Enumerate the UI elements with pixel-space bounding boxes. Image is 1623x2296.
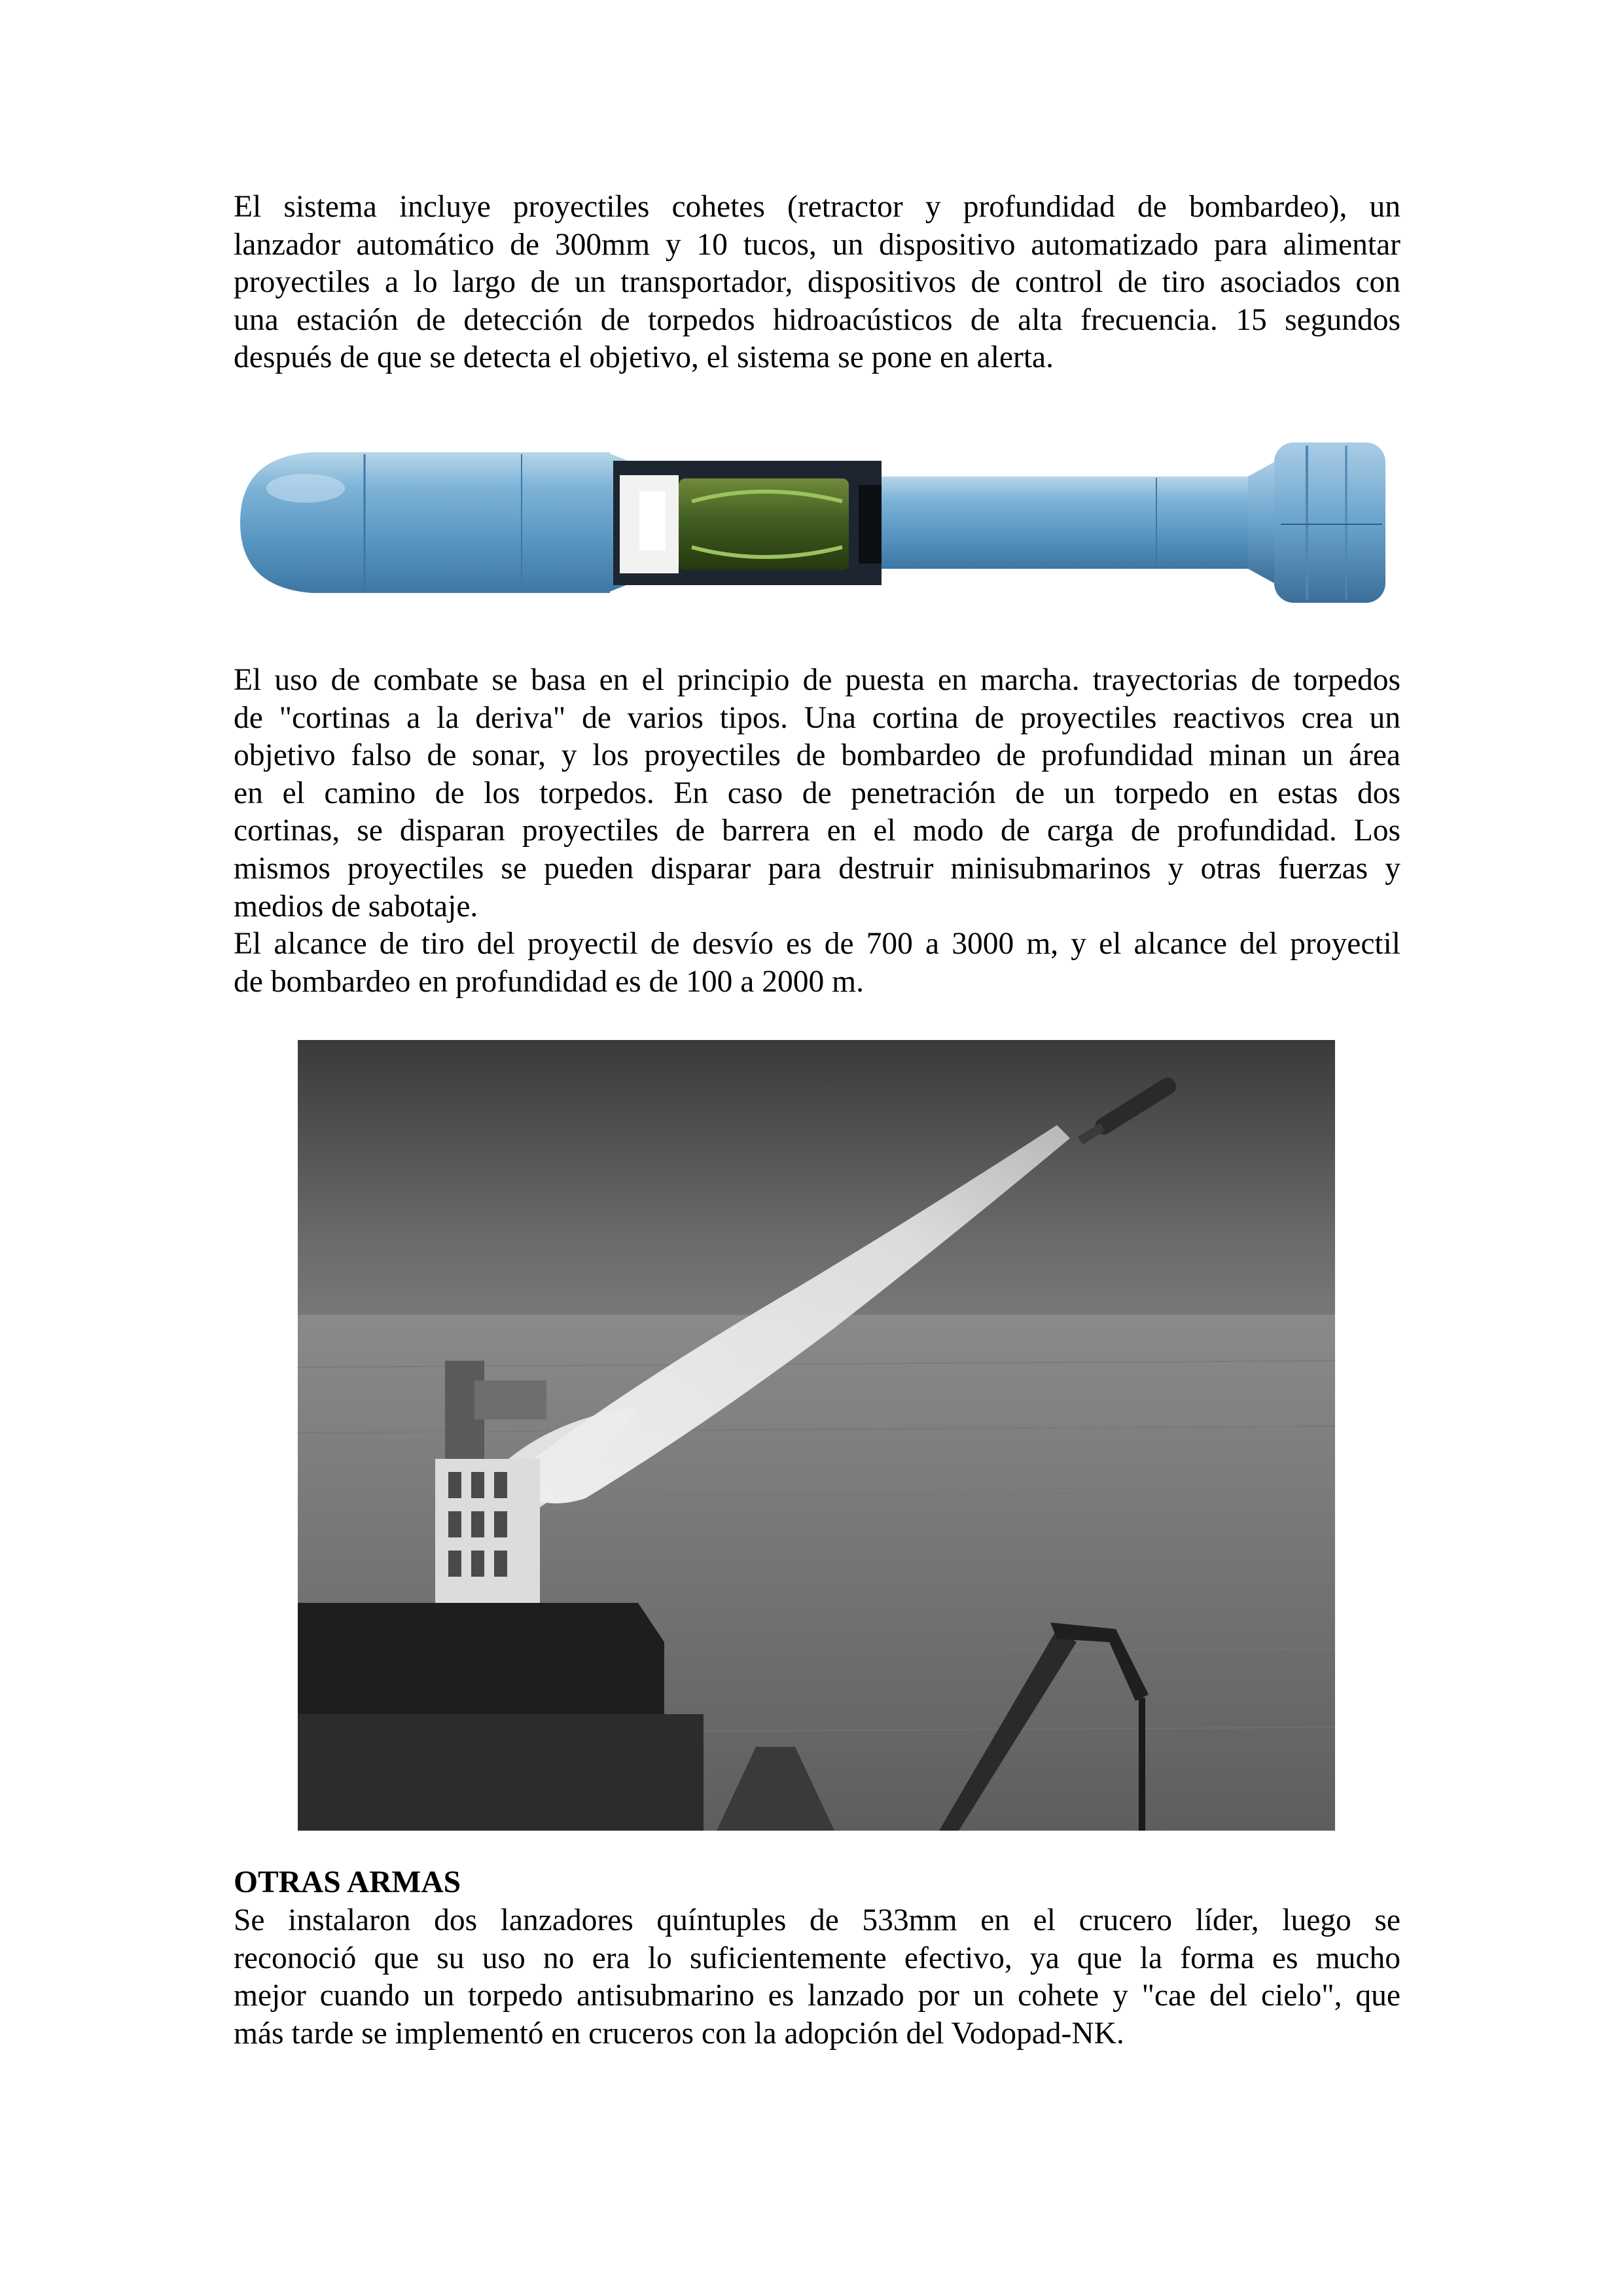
text-line: medios de sabotaje. [234,889,478,924]
text-line: reconoció que su uso no era lo suficientemente efectivo, ya que la forma es mucho [234,1941,1400,1975]
text-line: mismos proyectiles se pueden disparar para destruir minisubmarinos y otras fuerzas y [234,851,1400,886]
text-line: de bombardeo en profundidad es de 100 a 2000 m. [234,964,864,999]
text-line: después de que se detecta el objetivo, el sistema se pone en alerta. [234,340,1054,375]
projectile-cutaway-image [234,416,1400,629]
text-line: El uso de combate se basa en el principio de puesta en marcha. trayectorias de torpedos [234,663,1400,697]
text-line: objetivo falso de sonar, y los proyectiles de bombardeo de profundidad minan un área [234,738,1400,773]
paragraph-other-weapons [234,1902,1400,2053]
section-heading: OTRAS ARMAS [234,1865,461,1899]
paragraph-system-description [234,188,1400,377]
text-line: mejor cuando un torpedo antisubmarino es lanzado por un cohete y "cae del cielo", que [234,1979,1400,2013]
rocket-launch-photo [298,1040,1335,1831]
text-line: una estación de detección de torpedos hidroacústicos de alta frecuencia. 15 segundos [234,302,1400,337]
text-line: proyectiles a lo largo de un transportador, dispositivos de control de tiro asociados con [234,265,1400,300]
projectile-illustration [234,416,1400,629]
text-line: cortinas, se disparan proyectiles de barrera en el modo de carga de profundidad. Los [234,814,1400,848]
text-line: El alcance de tiro del proyectil de desvío es de 700 a 3000 m, y el alcance del proyectil [234,927,1400,961]
text-line: El sistema incluye proyectiles cohetes (retractor y profundidad de bombardeo), un [234,190,1400,224]
text-line: más tarde se implementó en cruceros con la adopción del Vodopad-NK. [234,2016,1124,2051]
launch-photograph [298,1040,1335,1831]
text-line: lanzador automático de 300mm y 10 tucos, un dispositivo automatizado para alimentar [234,227,1400,262]
paragraph-combat-use [234,662,1400,925]
paragraph-range [234,925,1400,1001]
text-line: Se instalaron dos lanzadores quíntuples de 533mm en el crucero líder, luego se [234,1903,1400,1937]
text-line: en el camino de los torpedos. En caso de penetración de un torpedo en estas dos [234,776,1400,810]
text-line: de "cortinas a la deriva" de varios tipos. Una cortina de proyectiles reactivos crea un [234,700,1400,735]
